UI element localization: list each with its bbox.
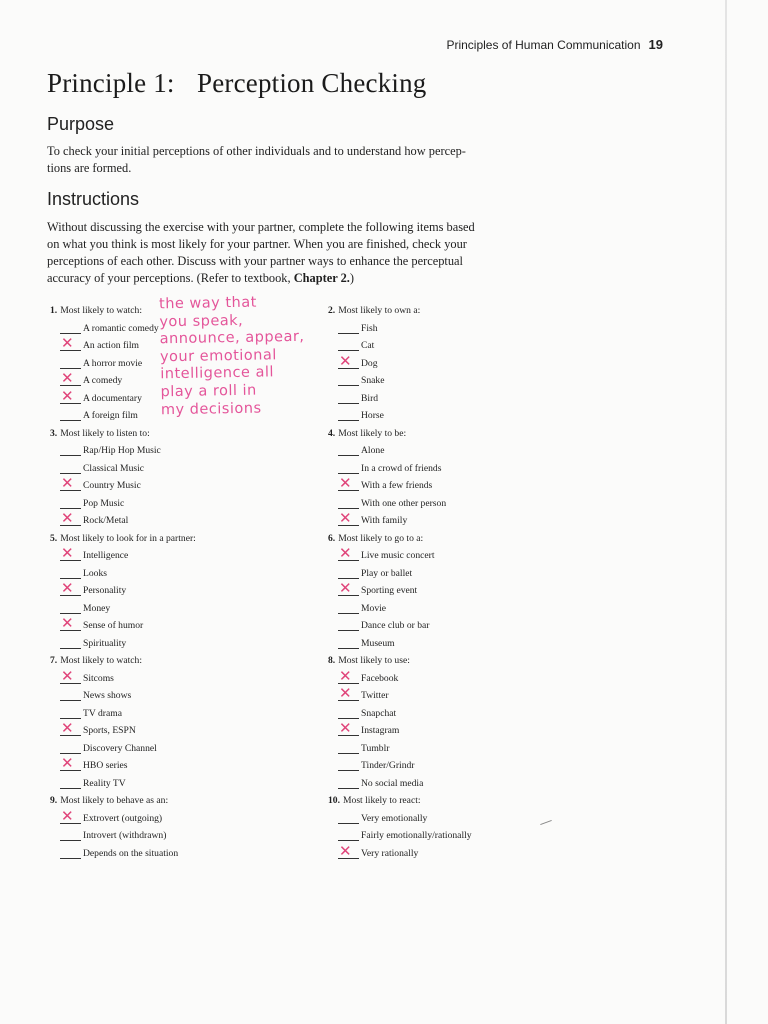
answer-option[interactable] (50, 480, 141, 498)
answer-option[interactable] (328, 392, 379, 411)
question-label: Most likely to watch: (60, 655, 143, 666)
question-heading (50, 795, 169, 813)
question-number: 4. (328, 427, 336, 439)
answer-option[interactable] (50, 672, 114, 691)
handwritten-line: intelligence all (160, 364, 275, 383)
answer-blank-line[interactable] (60, 840, 81, 841)
answer-option[interactable] (50, 690, 132, 708)
handwritten-note (159, 294, 311, 420)
question-label: Most likely to behave as an: (60, 795, 169, 806)
answer-option-label: A romantic comedy (83, 322, 159, 334)
answer-option[interactable] (50, 777, 126, 796)
answer-option-label: Discovery Channel (83, 742, 157, 754)
question-number: 9. (50, 795, 58, 806)
answer-option[interactable] (50, 392, 142, 411)
purpose-text (47, 143, 501, 177)
answer-blank-line[interactable] (338, 648, 359, 649)
check-x-icon (61, 336, 74, 351)
answer-option-label: An action film (83, 340, 139, 351)
principle-name: Perception Checking (197, 68, 427, 98)
answer-option[interactable] (50, 497, 125, 516)
answer-option[interactable] (328, 550, 435, 568)
answer-option-label: No social media (361, 777, 424, 789)
answer-option-label: In a crowd of friends (361, 462, 442, 474)
answer-option[interactable] (50, 585, 127, 603)
answer-blank-line[interactable] (338, 770, 359, 771)
answer-option-label: Looks (83, 567, 107, 579)
check-x-icon (339, 721, 352, 736)
answer-option-label: Spirituality (83, 637, 127, 649)
answer-option[interactable] (50, 707, 122, 726)
answer-blank-line[interactable] (338, 420, 359, 421)
handwritten-line: announce, appear, (159, 328, 305, 348)
answer-option[interactable] (328, 812, 428, 831)
check-x-icon (339, 546, 352, 561)
answer-option[interactable] (328, 585, 418, 603)
questions-right-column (328, 305, 472, 865)
answer-option[interactable] (50, 357, 143, 376)
check-x-icon (339, 581, 352, 596)
answer-blank-line[interactable] (338, 613, 359, 614)
question-title (50, 533, 196, 544)
question-number: 6. (328, 532, 336, 544)
running-head (446, 37, 663, 52)
answer-blank-line[interactable] (338, 455, 359, 456)
answer-option-label: Dance club or bar (361, 620, 430, 631)
instructions-line-text: accuracy of your perceptions. (Refer to textbook, (47, 271, 294, 285)
question-title (328, 533, 423, 544)
answer-option-label: Rap/Hip Hop Music (83, 445, 161, 456)
answer-option[interactable] (328, 480, 433, 498)
question-heading (328, 655, 410, 673)
answer-option[interactable] (328, 742, 390, 761)
page-title (47, 68, 427, 99)
answer-option-label: Fish (361, 322, 378, 334)
answer-blank-line[interactable] (338, 350, 359, 351)
purpose-line: To check your initial perceptions of other individuals and to understand how percep- (47, 144, 466, 158)
answer-option-label: Alone (361, 445, 385, 456)
answer-option-label: Introvert (withdrawn) (83, 830, 167, 841)
answer-option[interactable] (50, 550, 129, 568)
check-x-icon (61, 389, 74, 404)
question-title (328, 428, 406, 439)
check-x-icon (339, 354, 352, 369)
answer-option[interactable] (328, 445, 385, 463)
check-x-icon (61, 371, 74, 386)
question-title (50, 655, 142, 666)
stray-pen-mark (540, 820, 552, 825)
question-title (50, 305, 142, 316)
principle-number: Principle 1: (47, 68, 175, 98)
question-heading (328, 305, 421, 323)
answer-option[interactable] (328, 690, 389, 708)
check-x-icon (61, 581, 74, 596)
question-label: Most likely to own a: (338, 305, 421, 316)
answer-blank-line[interactable] (60, 455, 81, 456)
answer-blank-line[interactable] (338, 753, 359, 754)
answer-option-label: Sense of humor (83, 620, 144, 631)
instructions-line-last (47, 270, 501, 287)
answer-blank-line[interactable] (60, 788, 81, 789)
answer-option[interactable] (50, 620, 144, 638)
instructions-heading: Instructions (47, 189, 140, 209)
answer-option[interactable] (50, 410, 138, 428)
answer-option[interactable] (50, 567, 107, 586)
question-title (328, 655, 410, 666)
answer-option-label: Depends on the situation (83, 847, 179, 859)
answer-option-label: Snake (361, 375, 385, 386)
check-x-icon (61, 616, 74, 631)
answer-option[interactable] (328, 357, 378, 376)
answer-option[interactable] (50, 515, 129, 533)
answer-option[interactable] (328, 567, 413, 586)
question-heading (50, 532, 196, 551)
answer-option-label: With family (361, 515, 408, 526)
answer-option-label: A horror movie (83, 357, 143, 369)
check-x-icon (339, 511, 352, 526)
answer-blank-line[interactable] (60, 700, 81, 701)
page-edge-divider (725, 0, 727, 1024)
check-x-icon (61, 756, 74, 771)
answer-blank-line[interactable] (60, 648, 81, 649)
question-title (50, 428, 150, 439)
question-label: Most likely to watch: (60, 305, 143, 316)
answer-option[interactable] (50, 760, 128, 778)
answer-blank-line[interactable] (60, 858, 81, 859)
question-number: 5. (50, 532, 58, 544)
check-x-icon (61, 546, 74, 561)
check-x-icon (339, 669, 352, 684)
answer-option[interactable] (328, 760, 415, 778)
answer-option-label: Play or ballet (361, 567, 413, 579)
answer-option-label: Pop Music (83, 497, 125, 509)
question-heading (50, 427, 150, 446)
answer-option[interactable] (328, 620, 430, 638)
check-x-icon (61, 721, 74, 736)
answer-option[interactable] (328, 725, 400, 743)
check-x-icon (61, 511, 74, 526)
answer-option-label: Twitter (361, 690, 389, 701)
answer-option-label: Sporting event (361, 585, 418, 596)
answer-option-label: Sitcoms (83, 672, 114, 684)
answer-option[interactable] (328, 672, 399, 691)
question-number: 10. (328, 795, 340, 806)
answer-option-label: Country Music (83, 480, 141, 491)
answer-blank-line[interactable] (60, 420, 81, 421)
answer-option[interactable] (50, 725, 136, 743)
question-label: Most likely to go to a: (338, 532, 424, 544)
answer-option[interactable] (50, 847, 179, 866)
answer-blank-line[interactable] (338, 823, 359, 824)
answer-option[interactable] (328, 637, 395, 656)
check-x-icon (61, 476, 74, 491)
running-head-title: Principles of Human Communication (446, 38, 641, 52)
question-number: 2. (328, 305, 336, 316)
question-label: Most likely to use: (338, 655, 410, 666)
question-title (50, 795, 168, 806)
answer-option[interactable] (50, 445, 161, 463)
answer-option[interactable] (328, 497, 447, 516)
instructions-line: Without discussing the exercise with your partner, complete the following items based (47, 220, 475, 234)
answer-option[interactable] (328, 777, 424, 796)
answer-option[interactable] (50, 375, 123, 393)
instructions-line: perceptions of each other. Discuss with your partner ways to enhance the perceptual (47, 254, 463, 268)
question-label: Most likely to be: (338, 427, 407, 439)
answer-option-label: Horse (361, 410, 384, 421)
question-label: Most likely to react: (343, 795, 421, 806)
question-heading (328, 795, 421, 813)
answer-option-label: Dog (361, 357, 378, 369)
answer-option[interactable] (328, 462, 442, 481)
answer-option-label: Movie (361, 602, 387, 614)
question-number: 8. (328, 655, 336, 666)
question-number: 1. (50, 305, 58, 316)
handwritten-line: play a roll in (160, 382, 257, 401)
answer-option[interactable] (50, 812, 163, 831)
check-x-icon (61, 809, 74, 824)
chapter-reference: Chapter 2. (293, 271, 350, 285)
answer-option-label: Museum (361, 637, 395, 649)
answer-option-label: With a few friends (361, 480, 433, 491)
instructions-text (47, 219, 501, 287)
question-title (328, 305, 420, 316)
answer-blank-line[interactable] (338, 403, 359, 404)
question-heading (328, 427, 407, 446)
answer-option-label: A foreign film (83, 410, 138, 421)
answer-option-label: Fairly emotionally/rationally (361, 830, 472, 841)
answer-blank-line[interactable] (338, 385, 359, 386)
answer-option-label: Bird (361, 392, 379, 404)
answer-option[interactable] (328, 322, 378, 341)
purpose-heading: Purpose (47, 114, 115, 134)
check-x-icon (61, 669, 74, 684)
answer-option-label: With one other person (361, 497, 447, 509)
handwritten-line: you speak, (159, 312, 244, 330)
answer-blank-line[interactable] (338, 630, 359, 631)
answer-option-label: HBO series (83, 760, 128, 771)
question-title (328, 795, 421, 806)
question-label: Most likely to listen to: (60, 427, 150, 439)
page-number: 19 (648, 37, 663, 52)
handwritten-line: the way that (158, 294, 257, 313)
answer-option[interactable] (328, 515, 408, 533)
question-heading (50, 305, 143, 323)
answer-option[interactable] (328, 830, 472, 848)
questions-left-column (50, 305, 196, 865)
question-label: Most likely to look for in a partner: (60, 532, 196, 544)
answer-option-label: Sports, ESPN (83, 725, 136, 736)
question-heading (50, 655, 143, 673)
answer-option[interactable] (50, 322, 159, 341)
answer-option[interactable] (328, 847, 419, 866)
question-heading (328, 532, 424, 551)
check-x-icon (339, 844, 352, 859)
answer-option[interactable] (50, 830, 167, 848)
answer-blank-line[interactable] (338, 788, 359, 789)
answer-option-label: Personality (83, 585, 127, 596)
answer-option[interactable] (328, 707, 397, 726)
answer-option[interactable] (50, 462, 145, 481)
answer-blank-line[interactable] (338, 840, 359, 841)
answer-option-label: Snapchat (361, 707, 397, 719)
answer-option-label: Tumblr (361, 742, 390, 754)
question-number: 7. (50, 655, 58, 666)
answer-option-label: A comedy (83, 375, 123, 386)
answer-option-label: Extrovert (outgoing) (83, 812, 163, 824)
answer-option[interactable] (50, 602, 111, 621)
answer-option-label: A documentary (83, 392, 142, 404)
answer-option-label: Live music concert (361, 550, 435, 561)
instructions-line: on what you think is most likely for your partner. When you are finished, check your (47, 237, 467, 251)
answer-option[interactable] (328, 340, 375, 358)
answer-option-label: Very rationally (361, 847, 419, 859)
answer-option[interactable] (328, 602, 387, 621)
answer-option[interactable] (50, 340, 139, 358)
purpose-line: tions are formed. (47, 161, 132, 175)
answer-option-label: Intelligence (83, 550, 129, 561)
answer-option-label: Facebook (361, 672, 399, 684)
answer-option[interactable] (50, 637, 127, 656)
instructions-line-end: ) (349, 271, 355, 285)
answer-option[interactable] (328, 410, 384, 428)
answer-option-label: Tinder/Grindr (361, 760, 415, 771)
answer-option-label: Cat (361, 340, 375, 351)
question-number: 3. (50, 427, 58, 439)
answer-option-label: Money (83, 602, 111, 614)
answer-option-label: News shows (83, 690, 132, 701)
answer-option[interactable] (50, 742, 157, 761)
answer-blank-line[interactable] (338, 333, 359, 334)
check-x-icon (339, 476, 352, 491)
answer-option-label: TV drama (83, 707, 122, 719)
answer-option-label: Classical Music (83, 462, 145, 474)
answer-option[interactable] (328, 375, 385, 393)
answer-option-label: Rock/Metal (83, 515, 129, 526)
handwritten-line: my decisions (160, 400, 262, 418)
answer-option-label: Reality TV (83, 777, 126, 789)
answer-option-label: Instagram (361, 725, 400, 736)
answer-option-label: Very emotionally (361, 812, 428, 824)
handwritten-line: your emotional (159, 347, 277, 366)
check-x-icon (339, 686, 352, 701)
